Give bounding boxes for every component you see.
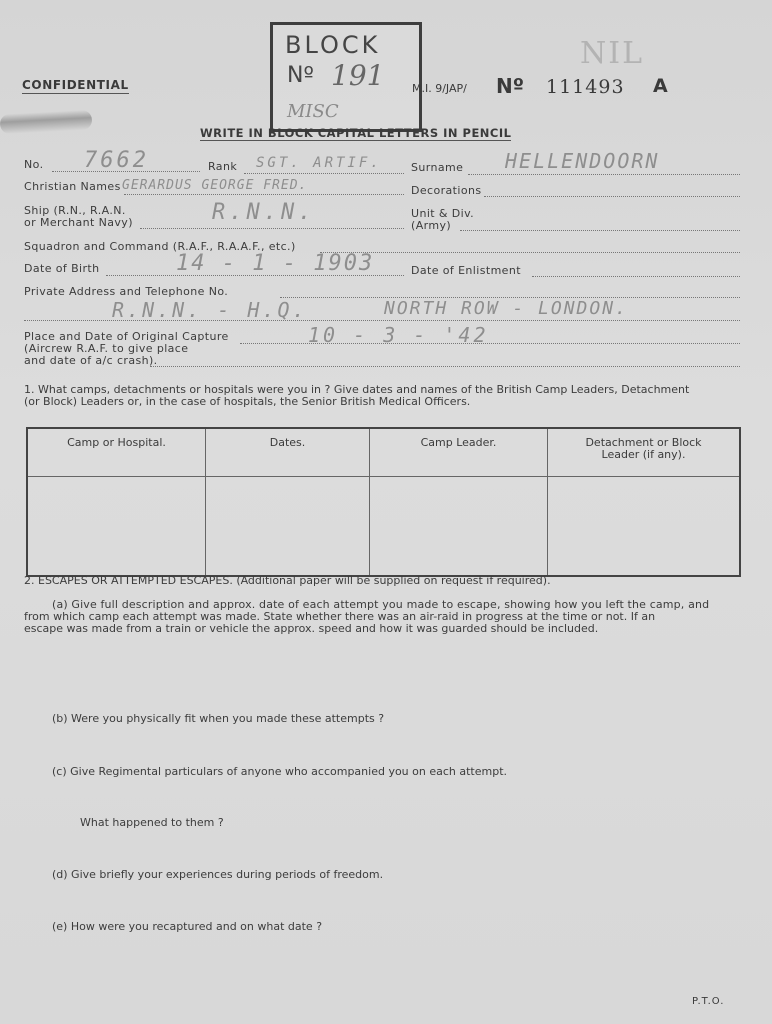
section2-heading: 2. ESCAPES OR ATTEMPTED ESCAPES. (Additional paper will be supplied on request if required). [24,574,551,587]
form-reference: M.I. 9/JAP/ [412,82,467,95]
stamp-handwritten-note: MISC [287,101,339,122]
christian-names-value: GERARDUS GEORGE FRED. [122,178,308,193]
number-sign: Nº [496,74,525,98]
stamp-no-label: Nº [287,63,314,88]
ship-line [140,228,404,229]
pto-label: P.T.O. [692,996,725,1007]
unit-label-2: (Army) [411,219,452,232]
squadron-label: Squadron and Command (R.A.F., R.A.A.F., etc.) [24,240,296,253]
squadron-line [320,252,740,253]
christian-names-line [124,194,404,195]
surname-value: HELLENDOORN [505,149,660,173]
section2-a-line2: from which camp each attempt was made. State whether there was an air-raid in progress at the time or not. If an [24,610,656,623]
surname-line [468,174,740,175]
series-letter: A [653,75,668,97]
decorations-label: Decorations [411,184,482,197]
col-camp-or-hospital: Camp or Hospital. [27,428,206,477]
detachment-leader-cell [548,477,741,577]
col-detachment-leader: Detachment or Block Leader (if any). [548,428,741,477]
section1-line1: 1. What camps, detachments or hospitals were you in ? Give dates and names of the British Camp Leaders, Detachment [24,383,690,396]
section1-line2: (or Block) Leaders or, in the case of hospitals, the Senior British Medical Officers. [24,395,471,408]
stamp-no-value: 191 [331,59,385,92]
col-camp-leader: Camp Leader. [370,428,548,477]
block-stamp [270,22,422,132]
unit-line [460,230,740,231]
section2-a-line1: (a) Give full description and approx. date of each attempt you made to escape, showing how you left the camp, and [52,598,710,611]
capture-value: 10 - 3 - '42 [308,323,489,347]
address-value-1: R.N.N. - H.Q. [112,298,308,322]
enlistment-line [532,276,740,277]
dob-value: 14 - 1 - 1903 [176,251,375,276]
section2-e: (e) How were you recaptured and on what date ? [52,920,323,933]
section2-c: (c) Give Regimental particulars of anyone who accompanied you on each attempt. [52,765,508,778]
camp-cell [27,477,206,577]
address-value-2: NORTH ROW - LONDON. [384,298,628,319]
no-value: 7662 [84,148,149,173]
capture-label-3: and date of a/c crash). [24,354,158,367]
capture-label-1: Place and Date of Original Capture [24,330,229,343]
rank-value: SGT. ARTIF. [256,155,382,171]
dob-label: Date of Birth [24,262,100,275]
ship-value: R.N.N. [212,200,316,225]
paper-crease [0,110,92,135]
enlistment-label: Date of Enlistment [411,264,521,277]
rank-label: Rank [208,160,238,173]
col-dates: Dates. [206,428,370,477]
ship-label-2: or Merchant Navy) [24,216,133,229]
address-line-2 [24,320,740,321]
camp-table [26,427,741,577]
section2-c-followup: What happened to them ? [80,816,224,829]
surname-label: Surname [411,161,464,174]
decorations-line [484,196,740,197]
capture-line-2 [150,366,740,367]
corner-pencil-note: NIL [580,36,645,71]
section2-d: (d) Give briefly your experiences during periods of freedom. [52,868,384,881]
no-label: No. [24,158,44,171]
address-label: Private Address and Telephone No. [24,285,229,298]
capture-label-2: (Aircrew R.A.F. to give place [24,342,189,355]
camp-leader-cell [370,477,548,577]
section2-a-line3: escape was made from a train or vehicle the approx. speed and how it was guarded should be included. [24,622,599,635]
section2-b: (b) Were you physically fit when you made these attempts ? [52,712,385,725]
dates-cell [206,477,370,577]
christian-names-label: Christian Names [24,180,121,193]
ship-label-1: Ship (R.N., R.A.N. [24,204,126,217]
camp-table-row [27,477,740,577]
instruction-heading: WRITE IN BLOCK CAPITAL LETTERS IN PENCIL [200,126,512,140]
camp-table-header [27,428,740,477]
confidential-label: CONFIDENTIAL [22,78,129,92]
unit-label-1: Unit & Div. [411,207,475,220]
rank-line [244,173,404,174]
serial-number: 111493 [546,76,625,98]
stamp-block-text: BLOCK [285,31,381,59]
